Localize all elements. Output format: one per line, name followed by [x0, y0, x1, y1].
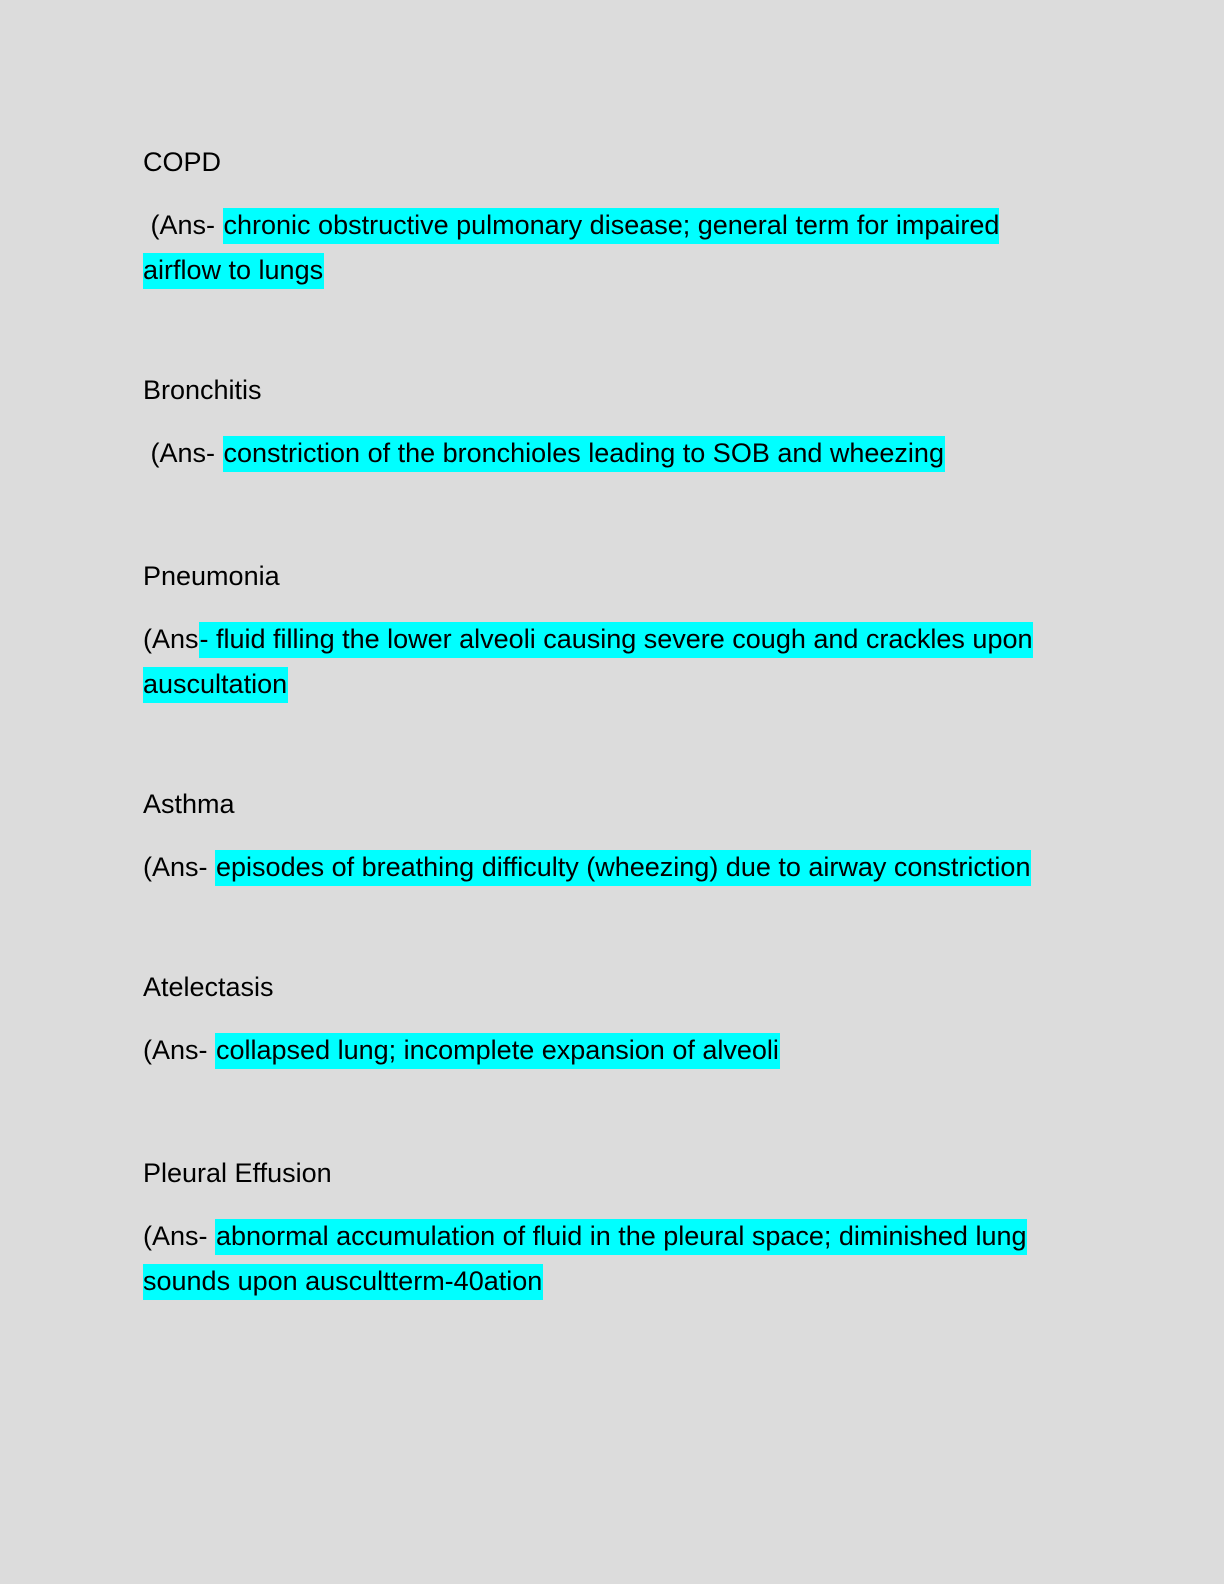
answer-prefix: (Ans- — [143, 1221, 216, 1251]
highlighted-answer: chronic obstructive pulmonary disease; general term for impaired airflow to lungs — [143, 208, 999, 289]
answer-text — [143, 431, 1073, 476]
highlighted-answer: abnormal accumulation of fluid in the pleural space; diminished lung sounds upon auscultterm-40ation — [143, 1219, 1027, 1300]
term-heading: COPD — [143, 147, 222, 177]
term-heading: Atelectasis — [143, 972, 274, 1002]
answer-text — [143, 203, 1073, 293]
answer-prefix: (Ans- — [143, 210, 223, 240]
entry-pleural-effusion — [143, 1154, 1084, 1304]
entry-copd — [143, 143, 1084, 293]
answer-text — [143, 617, 1073, 707]
answer-prefix: (Ans- — [143, 852, 216, 882]
highlighted-answer: episodes of breathing difficulty (wheezing) due to airway constriction — [215, 850, 1031, 886]
answer-text — [143, 1214, 1073, 1304]
term-heading: Bronchitis — [143, 375, 262, 405]
answer-text — [143, 845, 1073, 890]
term-heading: Pleural Effusion — [143, 1158, 332, 1188]
highlighted-answer: - fluid filling the lower alveoli causing severe cough and crackles upon auscultation — [143, 622, 1033, 703]
term-heading: Pneumonia — [143, 561, 280, 591]
entry-asthma — [143, 785, 1084, 890]
answer-prefix: (Ans — [143, 624, 199, 654]
term-heading: Asthma — [143, 789, 235, 819]
answer-text — [143, 1028, 1073, 1073]
entry-bronchitis — [143, 371, 1084, 476]
entry-atelectasis — [143, 968, 1084, 1073]
highlighted-answer: collapsed lung; incomplete expansion of alveoli — [215, 1033, 780, 1069]
answer-prefix: (Ans- — [143, 438, 223, 468]
entry-pneumonia — [143, 557, 1084, 707]
answer-prefix: (Ans- — [143, 1035, 216, 1065]
highlighted-answer: constriction of the bronchioles leading to SOB and wheezing — [223, 436, 945, 472]
